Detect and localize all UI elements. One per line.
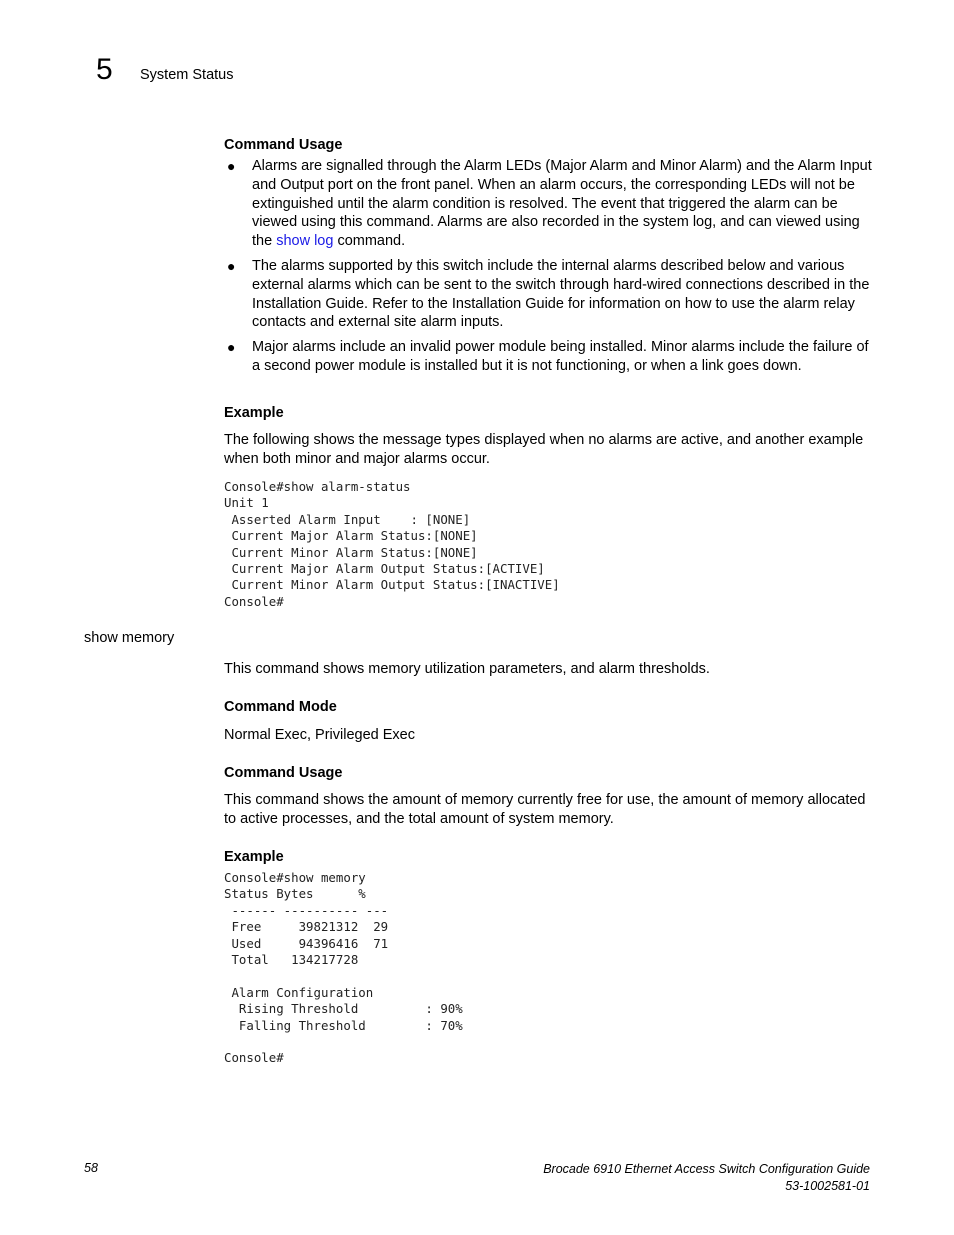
guide-title: Brocade 6910 Ethernet Access Switch Configuration Guide xyxy=(543,1162,870,1176)
list-item xyxy=(224,338,874,376)
chapter-title: System Status xyxy=(140,67,234,83)
show-log-link[interactable]: show log xyxy=(276,233,334,250)
bullet-text: Alarms are signalled through the Alarm LEDs (Major Alarm and Minor Alarm) and the Alarm Input and Output port on the front panel. When an alarm occurs, the corresponding LEDs will not be extinguished until the alarm condition is resolved. The event that triggered the alarm can be viewed using this command. Alarms are also recorded in the system log, and can viewed using the xyxy=(252,158,872,250)
alarm-example-text: The following shows the message types displayed when no alarms are active, and another example when both minor and major alarms occur. xyxy=(224,432,864,467)
show-memory-description: This command shows memory utilization parameters, and alarm thresholds. xyxy=(224,661,710,677)
memory-usage-heading: Command Usage xyxy=(224,765,343,781)
memory-usage-text: This command shows the amount of memory currently free for use, the amount of memory allocated to active processes, and the total amount of system memory. xyxy=(224,792,866,827)
command-mode-heading: Command Mode xyxy=(224,699,337,715)
list-item xyxy=(224,257,874,332)
alarm-usage-section xyxy=(224,136,874,382)
bullet-icon: ● xyxy=(227,257,236,274)
list-item xyxy=(224,157,874,251)
alarm-usage-heading: Command Usage xyxy=(224,137,343,153)
bullet-icon: ● xyxy=(227,339,236,356)
alarm-usage-list xyxy=(224,157,874,376)
chapter-number: 5 xyxy=(96,53,113,86)
bullet-text: The alarms supported by this switch include the internal alarms described below and various external alarms which can be sent to the switch through hard-wired connections described in the Installation Guide. Refer to the Installation Guide for information on how to use the alarm relay contacts and external site alarm inputs. xyxy=(252,257,870,331)
doc-number: 53-1002581-01 xyxy=(785,1179,870,1193)
show-memory-title: show memory xyxy=(84,630,175,646)
bullet-text: Major alarms include an invalid power module being installed. Minor alarms include the failure of a second power module is installed but it is not functioning, or when a link goes down. xyxy=(252,339,869,374)
memory-example-heading: Example xyxy=(224,849,284,865)
bullet-icon: ● xyxy=(227,158,236,174)
bullet-text-after: command. xyxy=(333,233,406,250)
footer-info xyxy=(543,1161,870,1195)
alarm-example-heading-bold: Example xyxy=(224,405,284,421)
alarm-example-code: Console#show alarm-status Unit 1 Asserted Alarm Input : [NONE] Current Major Alarm Status:[NONE] Current Minor Alarm Status:[NONE] Current Major Alarm Output Status:[ACTIVE] Current Minor Alarm Output Status:[INACTIVE] Console# xyxy=(224,479,560,609)
page-number: 58 xyxy=(84,1161,98,1175)
memory-example-code: Console#show memory Status Bytes % ------ ---------- --- Free 39821312 29 Used 94396416 71 Total 134217728 Alarm Configuration Rising Threshold : 90% Falling Threshold : 70% Console# xyxy=(224,870,463,1066)
command-mode-text: Normal Exec, Privileged Exec xyxy=(224,727,415,743)
